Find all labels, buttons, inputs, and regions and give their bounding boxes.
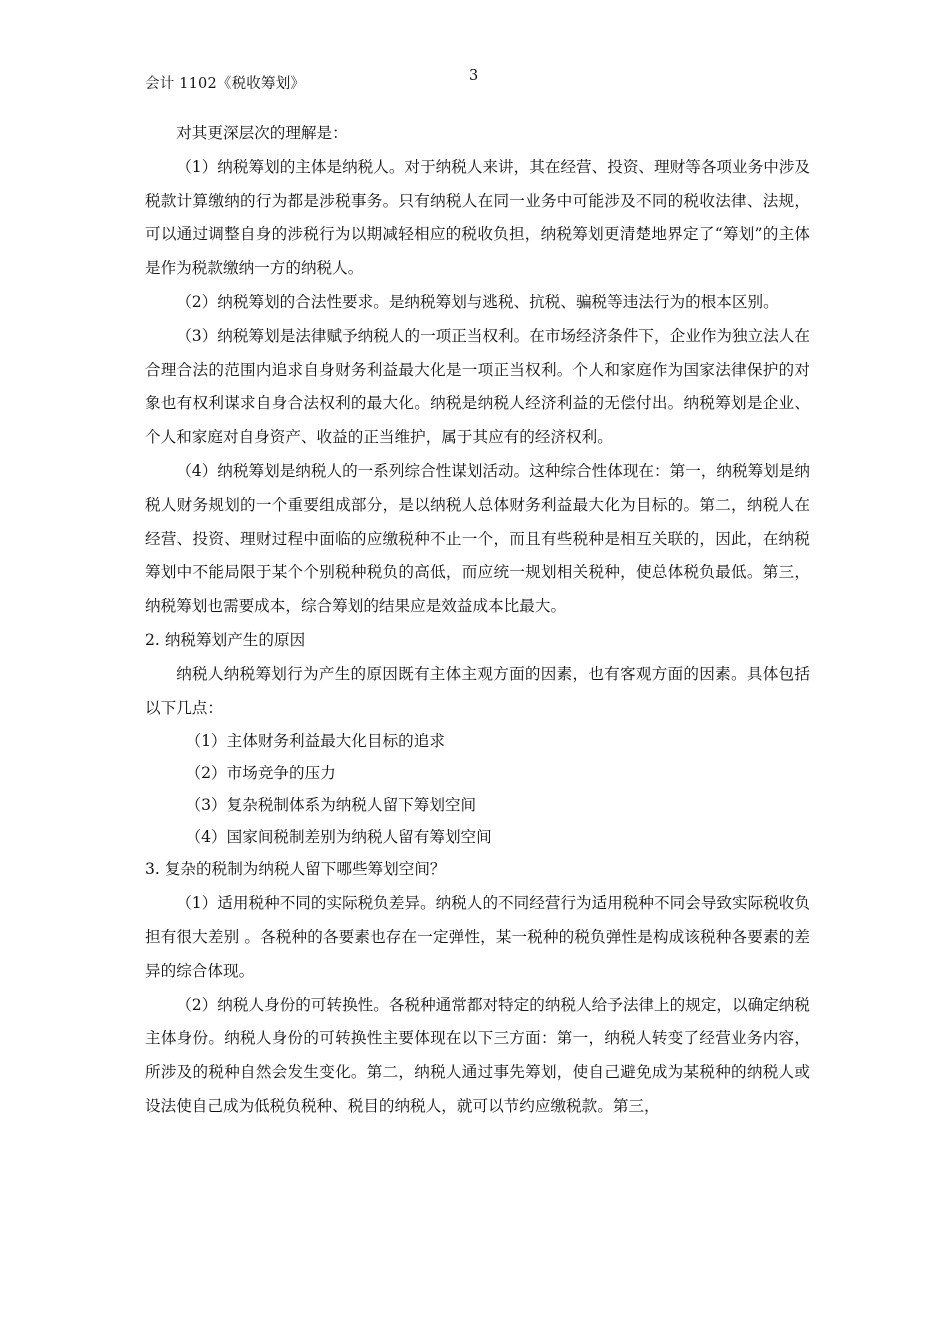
section-heading-3: 3. 复杂的税制为纳税人留下哪些筹划空间？ [145,860,446,879]
page-number: 3 [469,68,479,84]
list-item: （1）主体财务利益最大化目标的追求 [185,732,445,751]
paragraph-6: （1）适用税种不同的实际税负差异。纳税人的不同经营行为适用税种不同会导致实际税收负担有很大差别 。各税种的各要素也存在一定弹性，某一税种的税负弹性是构成该税种各要素的差异的综合体现。 [145,894,810,980]
running-header-course: 会计 1102《税收筹划》 [145,76,306,92]
paragraph-7: （2）纳税人身份的可转换性。各税种通常都对特定的纳税人给予法律上的规定，以确定纳税主体身份。纳税人身份的可转换性主要体现在以下三方面：第一，纳税人转变了经营业务内容，所涉及的税种自然会发生变化。第二，纳税人通过事先筹划，使自己避免成为某税种的纳税人或设法使自己成为低税负税种、税目的纳税人，就可以节约应缴税款。第三， [145,995,810,1115]
paragraph-4: （4）纳税筹划是纳税人的一系列综合性谋划活动。这种综合性体现在：第一，纳税筹划是纳税人财务规划的一个重要组成部分，是以纳税人总体财务利益最大化为目标的。第二，纳税人在经营、投资、理财过程中面临的应缴税种不止一个，而且有些税种是相互关联的，因此，在纳税筹划中不能局限于某个个别税种税负的高低，而应统一规划相关税种，使总体税负最低。第三，纳税筹划也需要成本，综合筹划的结果应是效益成本比最大。 [145,461,810,616]
paragraph-5: 纳税人纳税筹划行为产生的原因既有主体主观方面的因素，也有客观方面的因素。具体包括以下几点： [145,664,810,717]
page-body [145,117,810,1124]
list-item: （3）复杂税制体系为纳税人留下筹划空间 [185,796,477,815]
paragraph-3: （3）纳税筹划是法律赋予纳税人的一项正当权利。在市场经济条件下，企业作为独立法人在合理合法的范围内追求自身财务利益最大化是一项正当权利。个人和家庭作为国家法律保护的对象也有权利谋求自身合法权利的最大化。纳税是纳税人经济利益的无偿付出。纳税筹划是企业、个人和家庭对自身资产、收益的正当维护，属于其应有的经济权利。 [145,326,810,447]
list-item: （4）国家间税制差别为纳税人留有筹划空间 [185,828,492,847]
paragraph-2: （2）纳税筹划的合法性要求。是纳税筹划与逃税、抗税、骗税等违法行为的根本区别。 [176,292,779,311]
section-heading-2: 2. 纳税筹划产生的原因 [145,630,306,649]
intro-paragraph: 对其更深层次的理解是： [176,124,348,142]
paragraph-1: （1）纳税筹划的主体是纳税人。对于纳税人来讲，其在经营、投资、理财等各项业务中涉及税款计算缴纳的行为都是涉税事务。只有纳税人在同一业务中可能涉及不同的税收法律、法规，可以通过调整自身的涉税行为以期减轻相应的税收负担，纳税筹划更清楚地界定了“筹划”的主体是作为税款缴纳一方的纳税人。 [145,157,810,278]
list-item: （2）市场竞争的压力 [185,764,336,783]
